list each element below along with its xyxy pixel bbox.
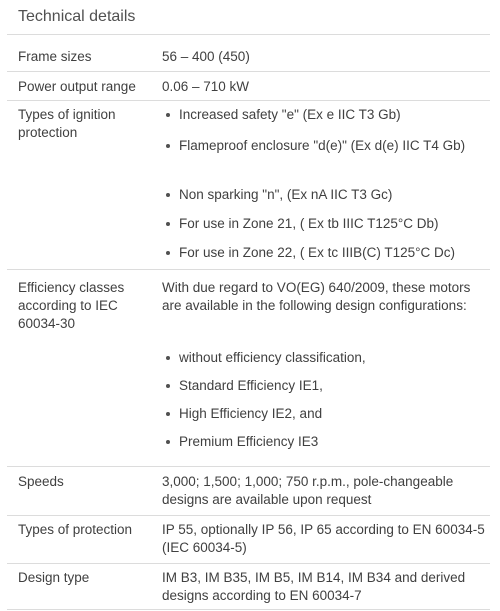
list-item <box>162 186 492 204</box>
table-row-efficiency-classes <box>7 270 490 467</box>
table-row-design-type <box>7 564 490 610</box>
row-label: Types of protection <box>18 522 133 537</box>
row-label: Speeds <box>18 474 64 489</box>
list-item <box>162 377 492 395</box>
row-label: Frame sizes <box>18 49 92 64</box>
list-item-text: For use in Zone 22, ( Ex tc IIIB(C) T125°C Dc) <box>179 245 455 260</box>
bullet-icon <box>166 193 170 197</box>
row-label: Design type <box>18 570 90 585</box>
list-item-text: Premium Efficiency IE3 <box>179 434 319 449</box>
list-item <box>162 433 492 451</box>
bullet-icon <box>166 113 170 117</box>
bullet-icon <box>166 356 170 360</box>
list-item-text: High Efficiency IE2, and <box>179 406 323 421</box>
list-item-text: Non sparking "n", (Ex nA IIC T3 Gc) <box>179 187 393 202</box>
table-row-frame-sizes <box>7 35 490 72</box>
bullet-icon <box>166 251 170 255</box>
row-label: Power output range <box>18 79 136 94</box>
bullet-icon <box>166 222 170 226</box>
efficiency-intro-text: With due regard to VO(EG) 640/2009, these motors are available in the following design configurations: <box>162 280 471 313</box>
table-row-protection <box>7 516 490 564</box>
row-value: 3,000; 1,500; 1,000; 750 r.p.m., pole-changeable designs are available upon request <box>162 474 454 507</box>
table-row-ignition-protection <box>7 101 490 270</box>
row-value: IP 55, optionally IP 56, IP 65 according to EN 60034-5 (IEC 60034-5) <box>162 522 485 555</box>
list-item-text: Flameproof enclosure "d(e)" (Ex d(e) IIC T4 Gb) <box>179 138 466 153</box>
row-value: 56 – 400 (450) <box>162 49 250 64</box>
table-row-power-output <box>7 72 490 101</box>
row-label: Efficiency classes according to IEC 60034-30 <box>18 280 125 331</box>
table-row-speeds <box>7 467 490 516</box>
list-item <box>162 137 492 155</box>
list-item <box>162 349 492 367</box>
list-item <box>162 215 492 233</box>
list-item-text: For use in Zone 21, ( Ex tb IIIC T125°C Db) <box>179 216 439 231</box>
list-item-text: Standard Efficiency IE1, <box>179 378 323 393</box>
section-title: Technical details <box>18 8 136 25</box>
list-item-text: Increased safety "e" (Ex e IIC T3 Gb) <box>179 107 401 122</box>
bullet-icon <box>166 440 170 444</box>
row-value: IM B3, IM B35, IM B5, IM B14, IM B34 and derived designs according to EN 60034-7 <box>162 570 466 603</box>
row-label: Types of ignition protection <box>18 107 116 140</box>
row-value: 0.06 – 710 kW <box>162 79 250 94</box>
list-item <box>162 405 492 423</box>
list-item <box>162 106 492 124</box>
list-item-text: without efficiency classification, <box>179 350 366 365</box>
list-item <box>162 244 492 262</box>
bullet-icon <box>166 412 170 416</box>
bullet-icon <box>166 144 170 148</box>
bullet-icon <box>166 384 170 388</box>
